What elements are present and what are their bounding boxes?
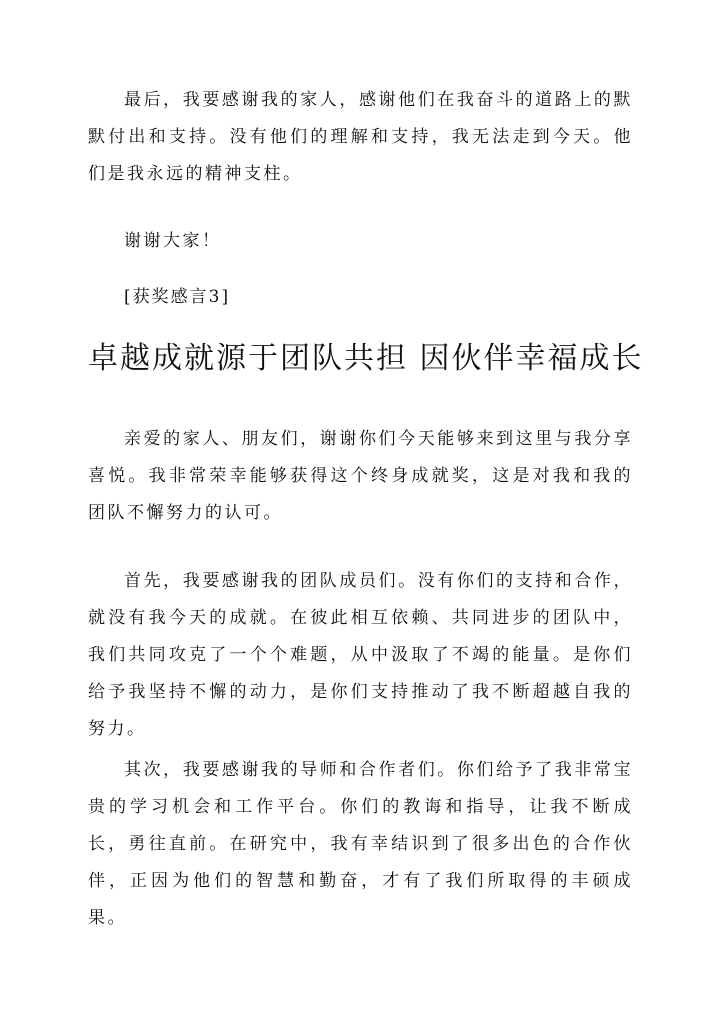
paragraph-mentor-thanks: 其次，我要感谢我的导师和合作者们。你们给予了我非常宝贵的学习机会和工作平台。你们的教诲和指导，让我不断成长，勇往直前。在研究中，我有幸结识到了很多出色的合作伙伴，正因为他们的智慧和勤奋，才有了我们所取得的丰硕成果。 (88, 760, 633, 928)
paragraph-thank-all: 谢谢大家！ (124, 231, 222, 251)
section-tag: [获奖感言3] (124, 287, 231, 307)
paragraph-greeting: 亲爱的家人、朋友们，谢谢你们今天能够来到这里与我分享喜悦。我非常荣幸能够获得这个终身成就奖，这是对我和我的团队不懈努力的认可。 (88, 429, 633, 523)
speech-title: 卓越成就源于团队共担 因伙伴幸福成长 (88, 341, 644, 376)
paragraph-team-thanks: 首先，我要感谢我的团队成员们。没有你们的支持和合作，就没有我今天的成就。在彼此相互依赖、共同进步的团队中，我们共同攻克了一个个难题，从中汲取了不竭的能量。是你们给予我坚持不懈的动力，是你们支持推动了我不断超越自我的努力。 (88, 571, 633, 739)
paragraph-family-thanks: 最后，我要感谢我的家人，感谢他们在我奋斗的道路上的默默付出和支持。没有他们的理解和支持，我无法走到今天。他们是我永远的精神支柱。 (88, 90, 633, 184)
